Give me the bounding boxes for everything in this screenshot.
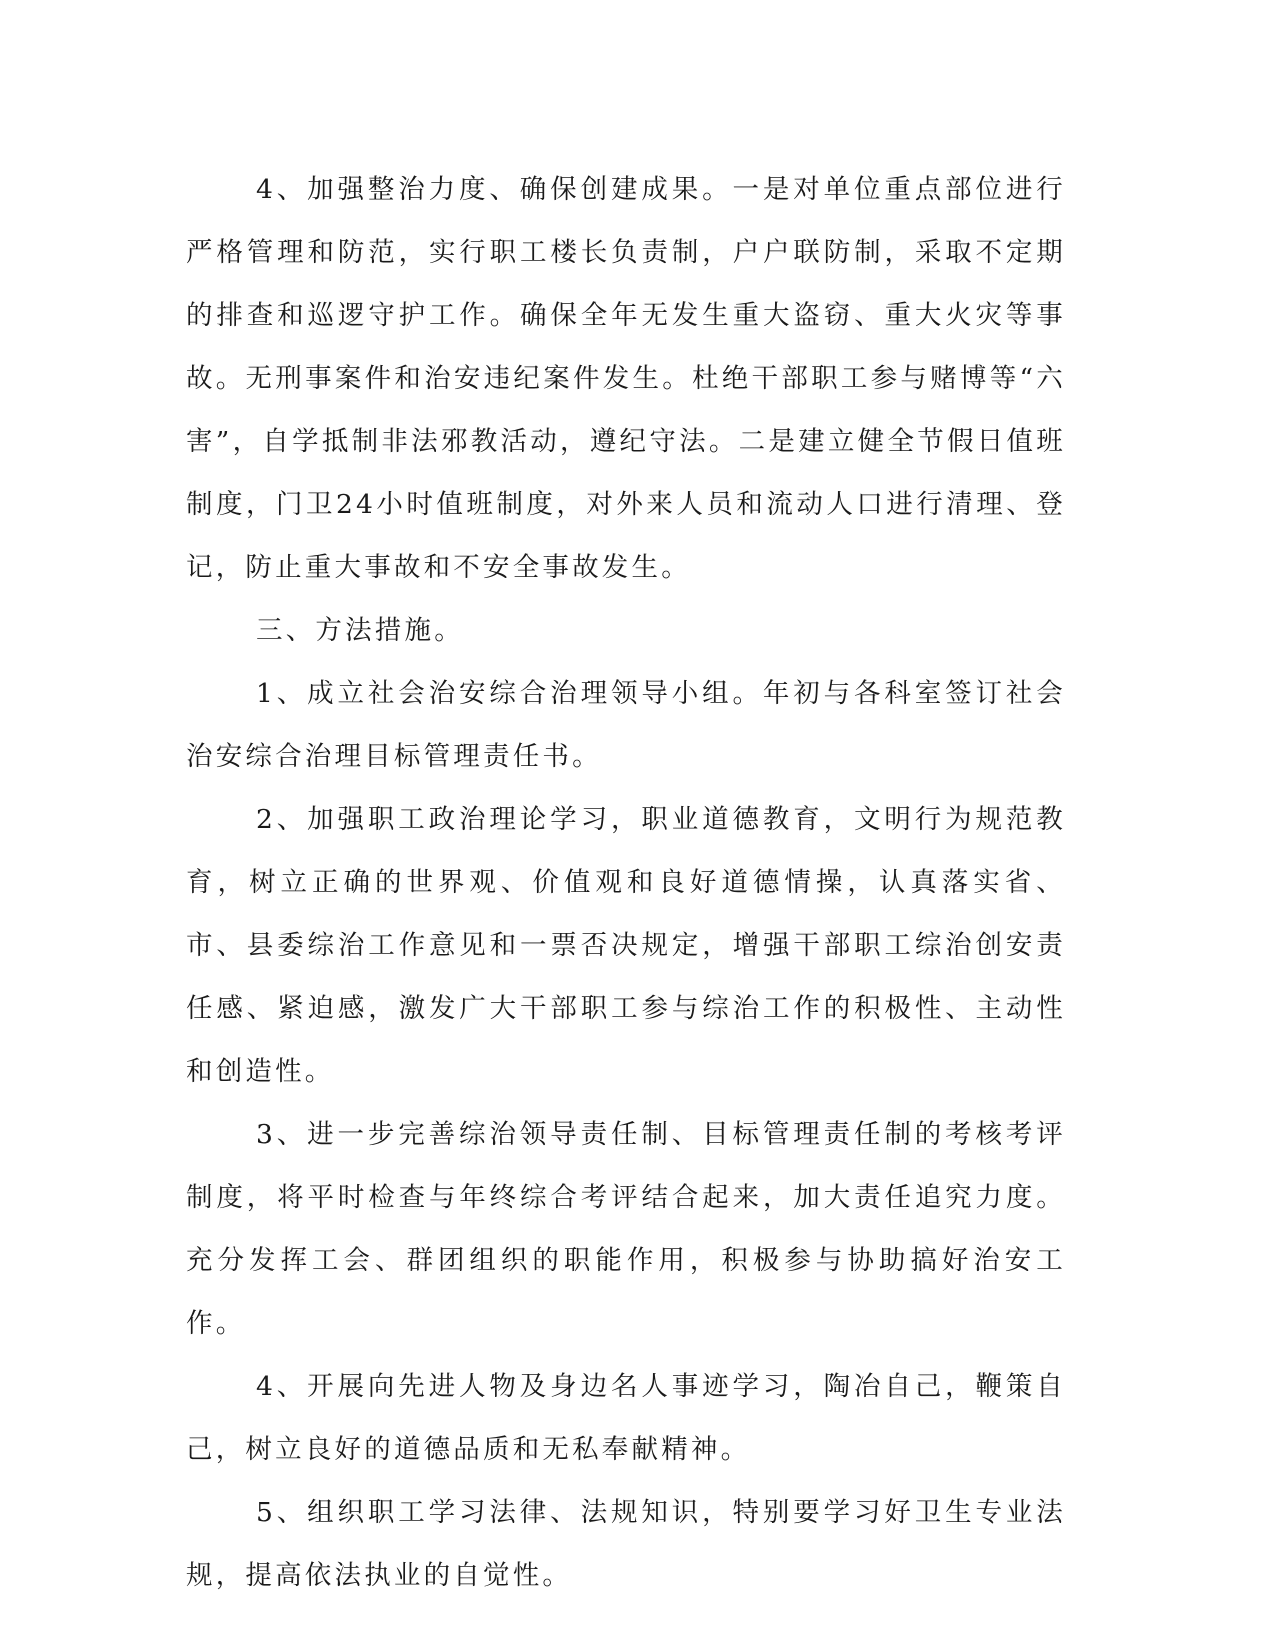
paragraph-political-study: 2、加强职工政治理论学习，职业道德教育，文明行为规范教育，树立正确的世界观、价值观和良好道德情操，认真落实省、市、县委综治工作意见和一票否决规定，增强干部职工综治创安责任感、紧迫感，激发广大干部职工参与综治工作的积极性、主动性和创造性。: [186, 804, 1066, 1087]
paragraph-responsibility-system: 3、进一步完善综治领导责任制、目标管理责任制的考核考评制度，将平时检查与年终综合考评结合起来，加大责任追究力度。充分发挥工会、群团组织的职能作用，积极参与协助搞好治安工作。: [186, 1119, 1066, 1339]
paragraph-role-models: 4、开展向先进人物及身边名人事迹学习，陶冶自己，鞭策自己，树立良好的道德品质和无私奉献精神。: [186, 1371, 1066, 1465]
document-body: [186, 158, 1066, 1607]
section-heading-methods: 三、方法措施。: [256, 615, 464, 646]
paragraph-legal-study: 5、组织职工学习法律、法规知识，特别要学习好卫生专业法规，提高依法执业的自觉性。: [186, 1497, 1066, 1591]
paragraph-rectification: 4、加强整治力度、确保创建成果。一是对单位重点部位进行严格管理和防范，实行职工楼长负责制，户户联防制，采取不定期的排查和巡逻守护工作。确保全年无发生重大盗窃、重大火灾等事故。无刑事案件和治安违纪案件发生。杜绝干部职工参与赌博等“六害”，自学抵制非法邪教活动，遵纪守法。二是建立健全节假日值班制度，门卫24小时值班制度，对外来人员和流动人口进行清理、登记，防止重大事故和不安全事故发生。: [186, 174, 1066, 583]
paragraph-leadership-group: 1、成立社会治安综合治理领导小组。年初与各科室签订社会治安综合治理目标管理责任书。: [186, 678, 1066, 772]
